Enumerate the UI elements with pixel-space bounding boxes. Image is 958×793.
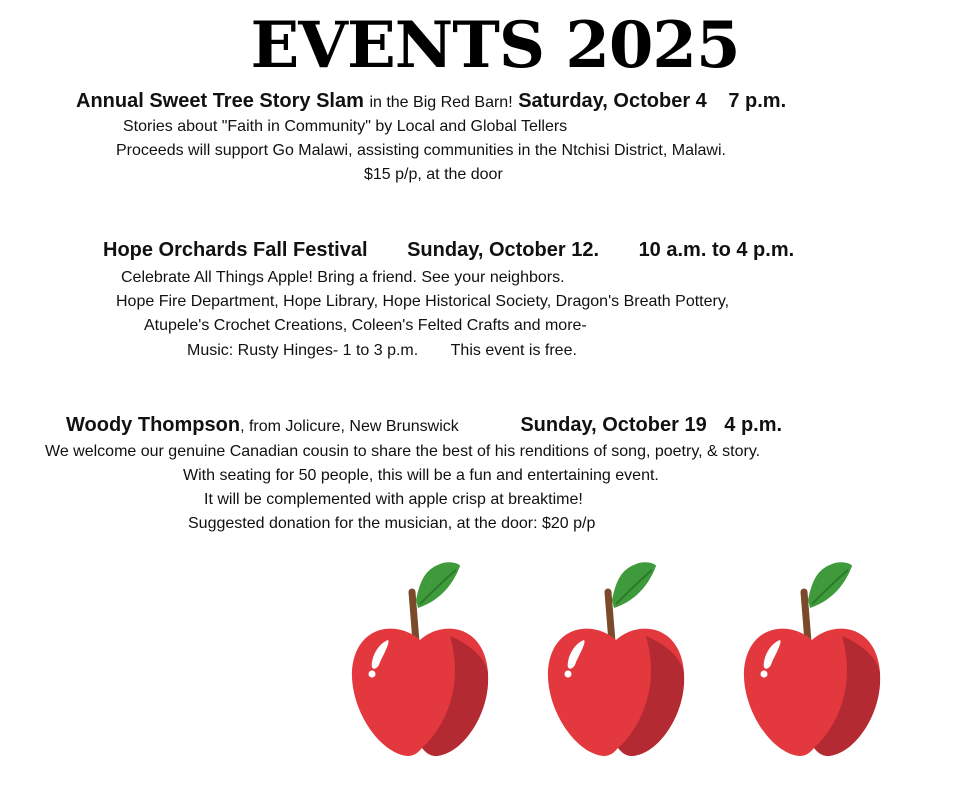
event-3-detail-3: It will be complemented with apple crisp at breaktime! [204, 491, 583, 508]
event-1-detail-2: Proceeds will support Go Malawi, assisting communities in the Ntchisi District, Malawi. [116, 142, 726, 159]
event-1-detail-3: $15 p/p, at the door [364, 166, 503, 183]
event-2-detail-3: Atupele's Crochet Creations, Coleen's Felted Crafts and more- [144, 317, 587, 334]
event-1-time: 7 p.m. [728, 90, 787, 112]
event-1-detail-1: Stories about "Faith in Community" by Local and Global Tellers [123, 118, 568, 135]
event-3-detail-4: Suggested donation for the musician, at the door: $20 p/p [188, 515, 596, 532]
apple-icon-3 [744, 562, 880, 756]
apple-icon-1 [352, 562, 488, 756]
event-1-header [76, 89, 786, 115]
event-1-date: Saturday, October 4 [518, 90, 707, 112]
event-3-header [66, 413, 782, 439]
event-2-detail-4 [187, 341, 577, 361]
apple-decoration [350, 558, 890, 763]
event-1-name: Annual Sweet Tree Story Slam [76, 90, 364, 112]
event-1-location: in the Big Red Barn! [369, 94, 513, 111]
event-2-detail-1: Celebrate All Things Apple! Bring a friend. See your neighbors. [121, 269, 565, 286]
event-3-time: 4 p.m. [724, 414, 783, 436]
event-3-detail-2: With seating for 50 people, this will be a fun and entertaining event. [183, 467, 659, 484]
event-3-date: Sunday, October 19 [520, 414, 707, 436]
event-2-name: Hope Orchards Fall Festival [103, 239, 368, 261]
event-2-header [103, 238, 794, 262]
page-title: EVENTS 2025 [250, 8, 740, 83]
event-2-detail-2: Hope Fire Department, Hope Library, Hope Historical Society, Dragon's Breath Pottery, [116, 293, 730, 310]
event-3-name: Woody Thompson [66, 414, 241, 436]
event-2-music: Music: Rusty Hinges- 1 to 3 p.m. [187, 342, 419, 359]
event-2-date: Sunday, October 12. [407, 239, 599, 261]
event-3-location: , from Jolicure, New Brunswick [240, 418, 459, 435]
event-3-detail-1: We welcome our genuine Canadian cousin to share the best of his renditions of song, poetry, & story. [45, 443, 761, 460]
apple-icon-2 [548, 562, 684, 756]
event-2-time: 10 a.m. to 4 p.m. [638, 239, 795, 261]
event-2-free: This event is free. [450, 342, 577, 359]
